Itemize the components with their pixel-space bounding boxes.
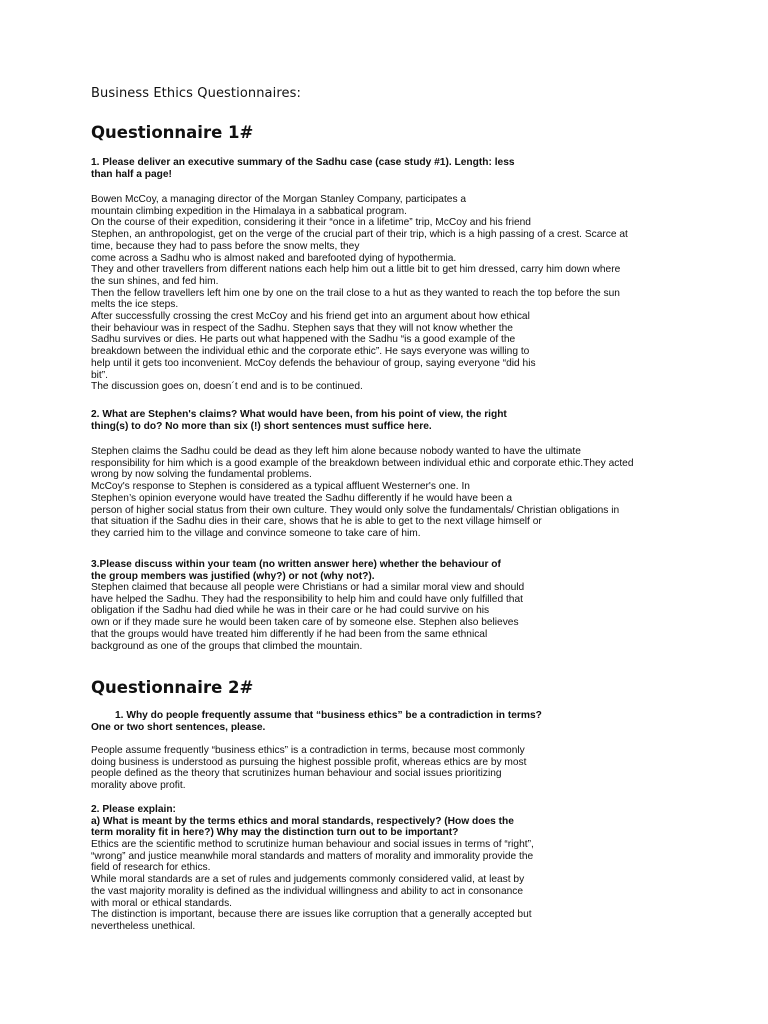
- text-line: melts the ice steps.: [91, 299, 179, 311]
- text-line: mountain climbing expedition in the Himalaya in a sabbatical program.: [91, 205, 407, 217]
- text-line: People assume frequently “business ethics” is a contradiction in terms, because most commonly: [91, 745, 525, 756]
- text-line: that the groups would have treated him differently if he had been from the same ethnical: [91, 628, 488, 640]
- text-line: The distinction is important, because there are issues like corruption that a generally accepted but: [91, 909, 532, 921]
- q2-answer-3: [91, 839, 534, 933]
- questionnaire-2-heading: Questionnaire 2#: [91, 678, 254, 697]
- document-title: Business Ethics Questionnaires:: [91, 86, 301, 101]
- text-line: the sun shines, and fed him.: [91, 275, 219, 287]
- text-line: doing business is understood as pursuing the highest possible profit, whereas ethics are by most: [91, 756, 527, 768]
- text-line: a) What is meant by the terms ethics and moral standards, respectively? (How does the: [91, 815, 514, 827]
- q2-question-2: [91, 804, 514, 839]
- text-line: the vast majority morality is defined as the individual willingness and ability to act in consonance: [91, 885, 524, 897]
- text-line: people defined as the theory that scrutinizes human behaviour and social issues prioritizing: [91, 768, 502, 780]
- text-line: obligation if the Sadhu had died while he was in their care or he had could survive on his: [91, 605, 490, 617]
- text-line: 1. Why do people frequently assume that “business ethics” be a contradiction in terms?: [115, 710, 542, 721]
- text-line: Stephen claimed that because all people were Christians or had a similar moral view and should: [91, 582, 525, 593]
- text-line: Then the fellow travellers left him one by one on the trail close to a hut as they wanted to reach the top before the sun: [91, 287, 620, 299]
- text-line: After successfully crossing the crest McCoy and his friend get into an argument about how ethical: [91, 311, 530, 323]
- q2-answer-1: [91, 745, 526, 792]
- text-line: help until it gets too inconvenient. McCoy defends the behaviour of group, saying everyone “did his: [91, 357, 536, 369]
- q1-question-0: [91, 157, 515, 180]
- text-line: their behaviour was in respect of the Sadhu. Stephen says that they will not know whether the: [91, 322, 513, 334]
- text-line: morality above profit.: [91, 780, 186, 792]
- text-line: thing(s) to do? No more than six (!) short sentences must suffice here.: [91, 420, 432, 432]
- text-line: the group members was justified (why?) or not (why not?).: [91, 570, 375, 582]
- text-line: they carried him to the village and convince someone to take care of him.: [91, 527, 421, 539]
- text-line: nevertheless unethical.: [91, 920, 196, 932]
- text-line: 3.Please discuss within your team (no written answer here) whether the behaviour of: [91, 559, 501, 570]
- text-line: have helped the Sadhu. They had the responsibility to help him and could have only fulfilled that: [91, 593, 523, 605]
- text-line: Stephen’s opinion everyone would have treated the Sadhu differently if he would have been a: [91, 492, 513, 504]
- q1-question-2: [91, 409, 507, 432]
- text-line: Ethics are the scientific method to scrutinize human behaviour and social issues in terms of “right”,: [91, 839, 534, 850]
- text-line: They and other travellers from different nations each help him out a little bit to get him dressed, carry him down where: [91, 264, 621, 276]
- text-line: own or if they made sure he would been taken care of by someone else. Stephen also believes: [91, 617, 519, 629]
- text-line: The discussion goes on, doesn´t end and is to be continued.: [91, 381, 363, 393]
- text-line: background as one of the groups that climbed the mountain.: [91, 640, 363, 652]
- text-line: 2. Please explain:: [91, 804, 176, 815]
- text-line: 2. What are Stephen's claims? What would have been, from his point of view, the right: [91, 409, 507, 420]
- text-line: 1. Please deliver an executive summary of the Sadhu case (case study #1). Length: less: [91, 157, 515, 168]
- text-line: While moral standards are a set of rules and judgements commonly considered valid, at least by: [91, 874, 525, 886]
- text-line: than half a page!: [91, 168, 172, 180]
- text-line: responsibility for him which is a good example of the breakdown between individual ethic and corporate ethic.They acted: [91, 457, 634, 469]
- text-line: that situation if the Sadhu dies in their care, shows that he is able to get to the next village himself or: [91, 516, 542, 528]
- text-line: McCoy's response to Stephen is considered as a typical affluent Westerner's one. In: [91, 481, 470, 493]
- text-line: bit”.: [91, 369, 108, 381]
- text-line: wrong by now solving the fundamental problems.: [91, 469, 312, 481]
- text-line: Stephen, an anthropologist, get on the verge of the crucial part of their trip, which is a high passing of a crest. Scarce at: [91, 229, 628, 241]
- text-line: come across a Sadhu who is almost naked and barefooted dying of hypothermia.: [91, 252, 457, 264]
- text-line: One or two short sentences, please.: [91, 721, 266, 733]
- text-line: On the course of their expedition, considering it their “once in a lifetime” trip, McCoy and his friend: [91, 217, 531, 229]
- text-line: time, because they had to pass before the snow melts, they: [91, 240, 360, 252]
- text-line: Bowen McCoy, a managing director of the Morgan Stanley Company, participates a: [91, 194, 467, 205]
- q1-question-4: [91, 559, 501, 582]
- text-line: field of research for ethics.: [91, 862, 211, 874]
- text-line: term morality fit in here?) Why may the distinction turn out to be important?: [91, 827, 459, 839]
- text-line: Sadhu survives or dies. He parts out what happened with the Sadhu “is a good example of the: [91, 334, 516, 346]
- text-line: Stephen claims the Sadhu could be dead as they left him alone because nobody wanted to have the ultimate: [91, 446, 581, 457]
- q1-answer-5: [91, 582, 524, 652]
- q2-question-0: [91, 710, 542, 733]
- q1-answer-3: [91, 446, 634, 540]
- text-line: with moral or ethical standards.: [91, 897, 232, 909]
- q1-answer-1: [91, 194, 628, 393]
- questionnaire-1-heading: Questionnaire 1#: [91, 123, 254, 142]
- text-line: breakdown between the individual ethic and the corporate ethic”. He says everyone was willing to: [91, 346, 530, 358]
- text-line: “wrong” and justice meanwhile moral standards and matters of morality and immorality provide the: [91, 850, 534, 862]
- text-line: person of higher social status from their own culture. They would only solve the fundamentals/ Christian obligations in: [91, 504, 620, 516]
